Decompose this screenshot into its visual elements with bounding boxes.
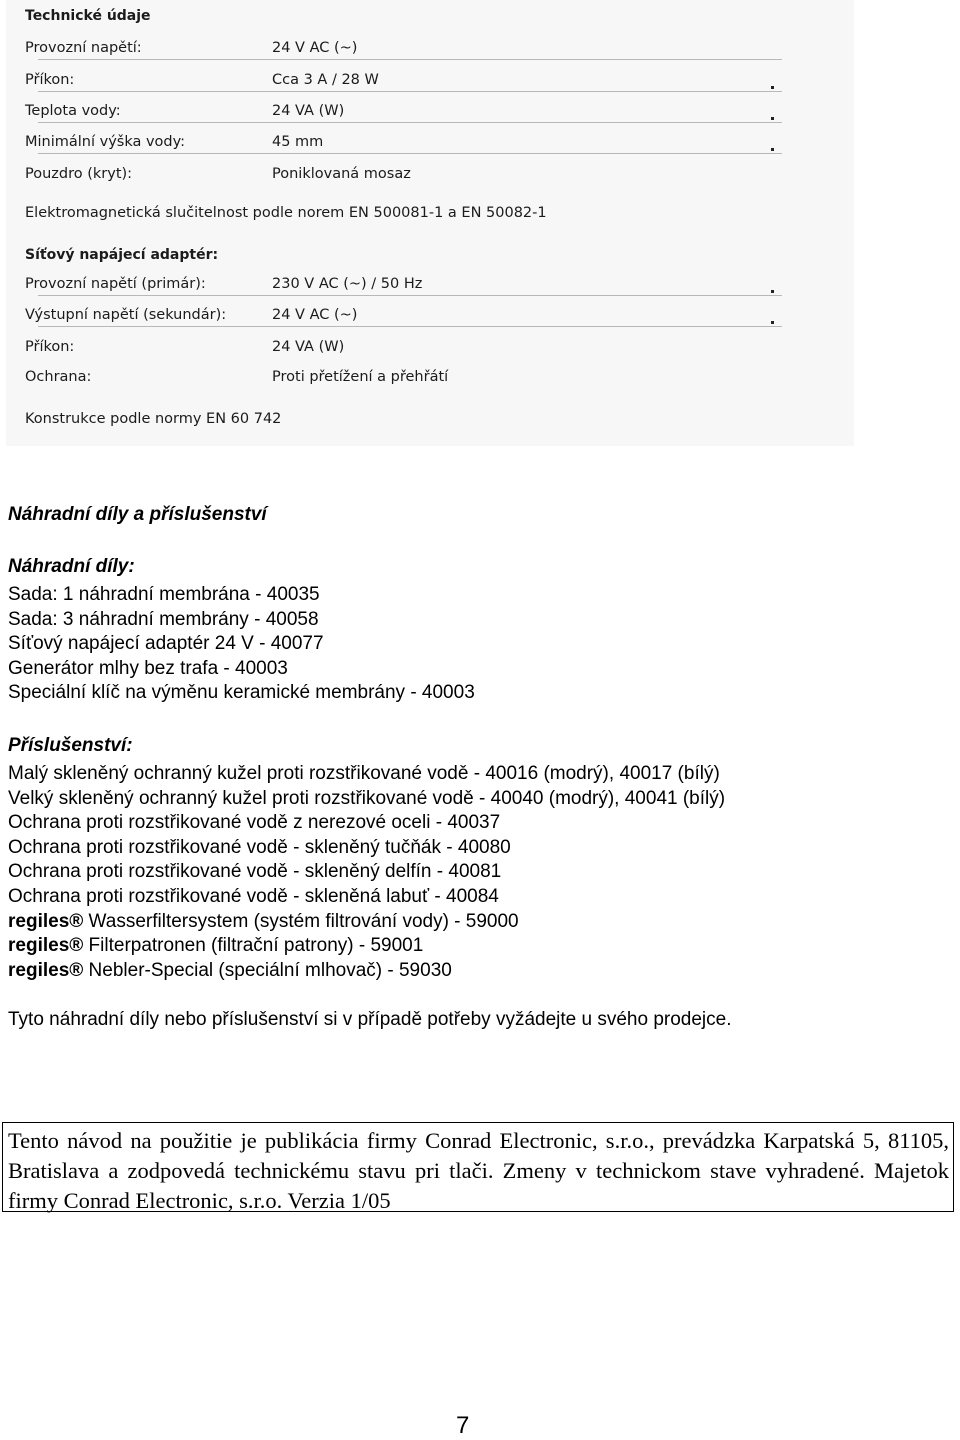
construction-standard: Konstrukce podle normy EN 60 742 [25,411,282,427]
item-text: Wasserfiltersystem (systém filtrování vody) - 59000 [83,910,519,932]
adapter-row [25,276,845,298]
list-item: Speciální klíč na výměnu keramické membrány - 40003 [8,682,475,704]
spec-underline [38,295,782,296]
spec-underline [38,153,782,154]
brand-name: regiles® [8,959,84,981]
list-item: Ochrana proti rozstřikované vodě - skleněná labuť - 40084 [8,885,499,907]
list-item [8,910,725,935]
adapter-label: Ochrana: [25,369,92,385]
spec-underline [38,122,782,123]
spec-value: Poniklovaná mosaz [272,166,411,182]
spec-value: 45 mm [272,134,324,150]
spare-parts-heading: Náhradní díly: [8,556,135,577]
spec-label: Příkon: [25,72,75,88]
spec-underline [38,59,782,60]
spec-row [25,40,845,62]
spec-row [25,134,845,156]
list-item [8,934,725,959]
adapter-label: Příkon: [25,339,75,355]
emc-statement: Elektromagnetická slučitelnost podle norem EN 500081-1 a EN 50082-1 [25,205,547,221]
spec-label: Teplota vody: [25,103,121,119]
spec-dot [771,86,774,89]
spec-underline [38,326,782,327]
list-item: Ochrana proti rozstřikované vodě z nerezové oceli - 40037 [8,812,501,834]
adapter-row [25,307,845,329]
adapter-value: 24 V AC (~) [272,307,358,323]
spec-dot [771,321,774,324]
adapter-value: Proti přetížení a přehřátí [272,369,449,385]
publisher-notice: Tento návod na použitie je publikácia firmy Conrad Electronic, s.r.o., prevádzka Karpatská 5, 81105, Bratislava a zodpovedá technickému stavu pri tlači. Zmeny v technickom stave vyhradené. Majetok firmy Conrad Electronic, s.r.o. Verzia 1/05 [2,1122,954,1212]
order-note: Tyto náhradní díly nebo příslušenství si v případě potřeby vyžádejte u svého prodejce. [8,1009,732,1030]
brand-name: regiles® [8,935,84,957]
technical-specs-title: Technické údaje [25,8,151,24]
list-item: Malý skleněný ochranný kužel proti rozstřikované vodě - 40016 (modrý), 40017 (bílý) [8,763,720,784]
spec-label: Pouzdro (kryt): [25,166,133,182]
item-text: Nebler-Special (speciální mlhovač) - 59030 [83,959,452,981]
spec-label: Minimální výška vody: [25,134,186,150]
spec-value: Cca 3 A / 28 W [272,72,379,88]
spec-dot [771,148,774,151]
spec-underline [38,91,782,92]
spec-dot [771,290,774,293]
list-item: Sada: 1 náhradní membrána - 40035 [8,584,320,605]
parts-heading: Náhradní díly a příslušenství [8,504,267,525]
list-item: Velký skleněný ochranný kužel proti rozstřikované vodě - 40040 (modrý), 40041 (bílý) [8,787,726,809]
accessories-list [8,762,725,983]
spec-value: 24 V AC (~) [272,40,358,56]
adapter-row [25,339,845,361]
spec-row [25,72,845,94]
list-item: Ochrana proti rozstřikované vodě - skleněný tučňák - 40080 [8,836,511,858]
list-item: Sada: 3 náhradní membrány - 40058 [8,608,319,630]
adapter-label: Výstupní napětí (sekundár): [25,307,227,323]
adapter-value: 230 V AC (~) / 50 Hz [272,276,423,292]
adapter-row [25,369,845,391]
item-text: Filterpatronen (filtrační patrony) - 59001 [83,935,424,957]
page-number: 7 [456,1412,470,1439]
adapter-label: Provozní napětí (primár): [25,276,206,292]
spec-row [25,103,845,125]
accessories-heading: Příslušenství: [8,735,133,756]
technical-specs-image [6,0,854,446]
list-item [8,959,725,984]
spare-parts-list [8,583,475,706]
brand-name: regiles® [8,910,84,932]
spec-dot [771,117,774,120]
list-item: Ochrana proti rozstřikované vodě - skleněný delfín - 40081 [8,861,502,883]
spec-value: 24 VA (W) [272,103,345,119]
adapter-title: Síťový napájecí adaptér: [25,247,219,263]
list-item: Generátor mlhy bez trafa - 40003 [8,657,288,679]
spec-row [25,166,845,188]
adapter-value: 24 VA (W) [272,339,345,355]
spec-label: Provozní napětí: [25,40,142,56]
list-item: Síťový napájecí adaptér 24 V - 40077 [8,633,324,655]
